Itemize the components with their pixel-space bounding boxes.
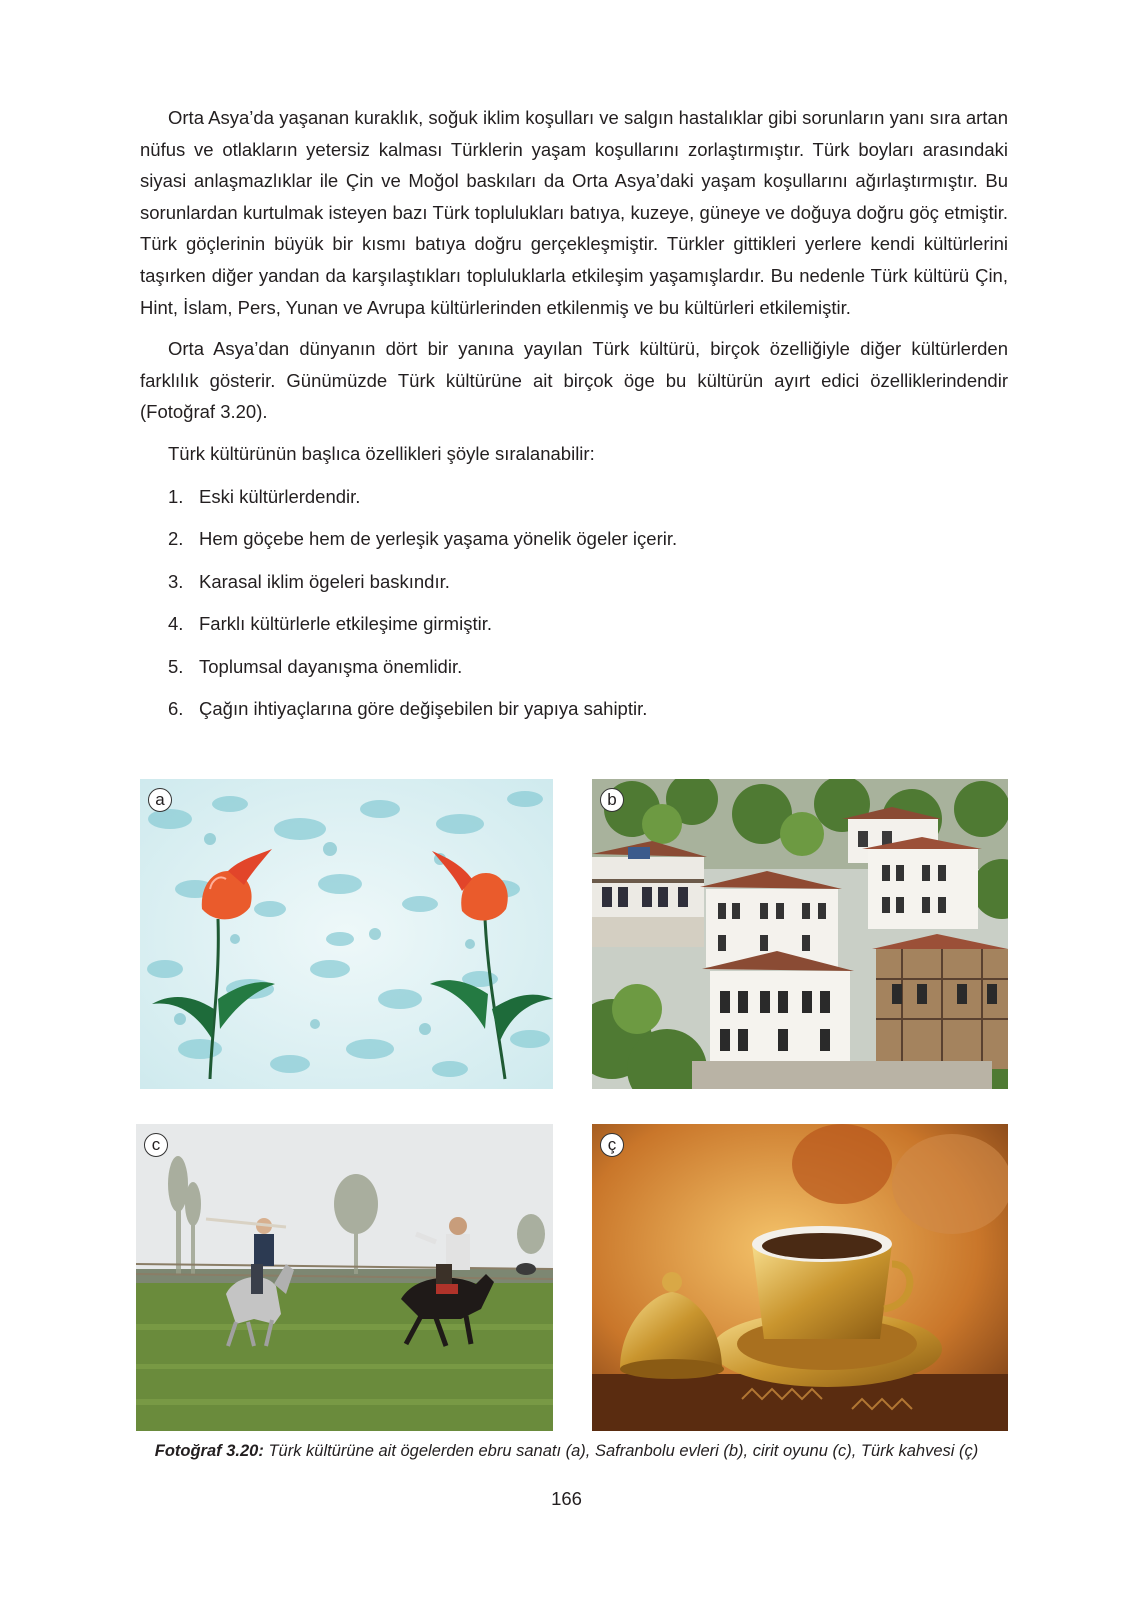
photo-label-b: b	[600, 788, 624, 812]
list-item	[140, 566, 1008, 609]
photo-ebru-art	[140, 779, 553, 1089]
list-number: 6.	[168, 698, 184, 720]
cirit-illustration	[136, 1124, 553, 1431]
list-text: Karasal iklim ögeleri baskındır.	[199, 570, 450, 592]
ebru-illustration	[140, 779, 553, 1089]
feature-list	[140, 481, 1008, 736]
list-number: 3.	[168, 570, 184, 592]
list-number: 5.	[168, 655, 184, 677]
list-text: Eski kültürlerdendir.	[199, 485, 361, 507]
page-number: 166	[551, 1488, 582, 1509]
list-item	[140, 693, 1008, 736]
list-intro: Türk kültürünün başlıca özellikleri şöyle sıralanabilir:	[168, 442, 595, 464]
list-text: Hem göçebe hem de yerleşik yaşama yönelik ögeler içerir.	[199, 528, 678, 550]
body-text	[140, 102, 1008, 736]
caption-label: Fotoğraf 3.20:	[154, 1442, 264, 1460]
photo-cirit-game	[136, 1124, 553, 1431]
list-number: 4.	[168, 613, 184, 635]
list-item	[140, 523, 1008, 566]
photo-label-c: c	[144, 1133, 168, 1157]
list-text: Farklı kültürlerle etkileşime girmiştir.	[199, 613, 492, 635]
list-text: Çağın ihtiyaçlarına göre değişebilen bir yapıya sahiptir.	[199, 698, 648, 720]
list-item	[140, 481, 1008, 524]
photo-label-a: a	[148, 788, 172, 812]
paragraph-migration: Orta Asya’da yaşanan kuraklık, soğuk iklim koşulları ve salgın hastalıklar gibi sorunların yanı sıra artan nüfus ve otlakların yetersiz kalması Türklerin yaşam koşullarını zorlaştırmıştır. Türk boyları arasındaki siyasi anlaşmazlıklar ile Çin ve Moğol baskıları da Orta Asya’daki yaşam koşullarını ağırlaştırmıştır. Bu sorunlardan kurtulmak isteyen bazı Türk toplulukları batıya, kuzeye, güneye ve doğuya doğru göç etmiştir. Türk göçlerinin büyük bir kısmı batıya doğru gerçekleşmiştir. Türkler gittikleri yerlere kendi kültürlerini taşırken diğer yandan da karşılaştıkları topluluklarla etkileşim yaşamışlardır. Bu nedenle Türk kültürü Çin, Hint, İslam, Pers, Yunan ve Avrupa kültürlerinden etkilenmiş ve bu kültürleri etkilemiştir.	[140, 107, 1008, 318]
safranbolu-illustration	[592, 779, 1008, 1089]
paragraph-culture-spread: Orta Asya’dan dünyanın dört bir yanına yayılan Türk kültürü, birçok özelliğiyle diğer kültürlerden farklılık gösterir. Günümüzde Türk kültürüne ait birçok öge bu kültürün ayırt edici özelliklerindendir (Fotoğraf 3.20).	[140, 338, 1008, 423]
list-item	[140, 608, 1008, 651]
turkish-coffee-illustration	[592, 1124, 1008, 1431]
list-number: 1.	[168, 485, 184, 507]
list-item	[140, 651, 1008, 694]
photo-turkish-coffee	[592, 1124, 1008, 1431]
caption-text: Türk kültürüne ait ögelerden ebru sanatı (a), Safranbolu evleri (b), cirit oyunu (c), Türk kahvesi (ç)	[263, 1442, 979, 1460]
list-text: Toplumsal dayanışma önemlidir.	[199, 655, 463, 677]
photo-label-d: ç	[600, 1133, 624, 1157]
list-number: 2.	[168, 528, 184, 550]
photo-safranbolu-houses	[592, 779, 1008, 1089]
photo-caption	[100, 1442, 1033, 1461]
